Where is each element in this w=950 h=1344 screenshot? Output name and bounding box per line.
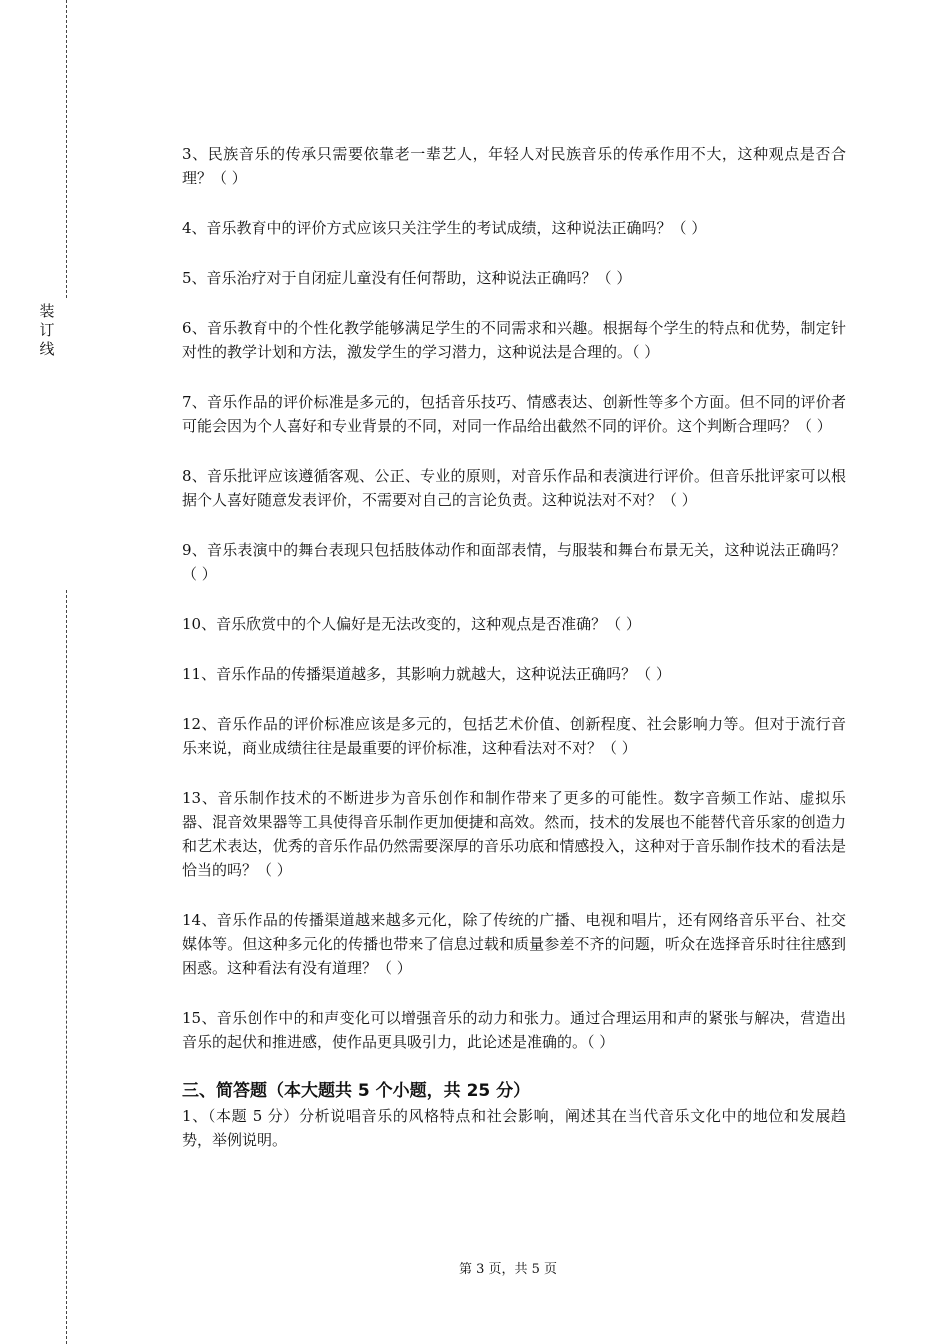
question-6: 6、音乐教育中的个性化教学能够满足学生的不同需求和兴趣。根据每个学生的特点和优势，制定针对性的教学计划和方法，激发学生的学习潜力，这种说法是合理的。（ ） [182, 319, 846, 361]
question-5: 5、音乐治疗对于自闭症儿童没有任何帮助，这种说法正确吗？（ ） [182, 269, 632, 287]
question-15: 15、音乐创作中的和声变化可以增强音乐的动力和张力。通过合理运用和声的紧张与解决，营造出音乐的起伏和推进感，使作品更具吸引力，此论述是准确的。（ ） [182, 1009, 846, 1051]
question-11: 11、音乐作品的传播渠道越多，其影响力就越大，这种说法正确吗？（ ） [182, 665, 671, 683]
binding-line-top [66, 0, 67, 298]
binding-label [36, 302, 58, 359]
exam-content [182, 142, 846, 1152]
binding-char: 订 [39, 321, 55, 339]
question-4: 4、音乐教育中的评价方式应该只关注学生的考试成绩，这种说法正确吗？（ ） [182, 219, 707, 237]
page-footer: 第 3 页，共 5 页 [458, 1262, 558, 1277]
binding-line-bottom [66, 590, 67, 1344]
question-3: 3、民族音乐的传承只需要依靠老一辈艺人，年轻人对民族音乐的传承作用不大，这种观点是否合理？（ ） [182, 145, 846, 187]
question-7: 7、音乐作品的评价标准是多元的，包括音乐技巧、情感表达、创新性等多个方面。但不同的评价者可能会因为个人喜好和专业背景的不同，对同一作品给出截然不同的评价。这个判断合理吗？（ ） [182, 393, 846, 435]
binding-char: 线 [39, 340, 55, 358]
question-10: 10、音乐欣赏中的个人偏好是无法改变的，这种观点是否准确？（ ） [182, 615, 641, 633]
question-13: 13、音乐制作技术的不断进步为音乐创作和制作带来了更多的可能性。数字音频工作站、虚拟乐器、混音效果器等工具使得音乐制作更加便捷和高效。然而，技术的发展也不能替代音乐家的创造力和艺术表达，优秀的音乐作品仍然需要深厚的音乐功底和情感投入，这种对于音乐制作技术的看法是恰当的吗？（ ） [182, 789, 846, 879]
question-14: 14、音乐作品的传播渠道越来越多元化，除了传统的广播、电视和唱片，还有网络音乐平台、社交媒体等。但这种多元化的传播也带来了信息过载和质量参差不齐的问题，听众在选择音乐时往往感到困惑。这种看法有没有道理？（ ） [182, 911, 846, 977]
short-answer-question-1: 1、（本题 5 分）分析说唱音乐的风格特点和社会影响，阐述其在当代音乐文化中的地位和发展趋势，举例说明。 [182, 1107, 846, 1149]
section-title-short-answer: 三、简答题（本大题共 5 个小题，共 25 分） [182, 1081, 531, 1101]
question-8: 8、音乐批评应该遵循客观、公正、专业的原则，对音乐作品和表演进行评价。但音乐批评家可以根据个人喜好随意发表评价，不需要对自己的言论负责。这种说法对不对？（ ） [182, 467, 846, 509]
binding-char: 装 [39, 302, 55, 320]
question-9: 9、音乐表演中的舞台表现只包括肢体动作和面部表情，与服装和舞台布景无关，这种说法正确吗？（ ） [182, 541, 846, 583]
question-12: 12、音乐作品的评价标准应该是多元的，包括艺术价值、创新程度、社会影响力等。但对于流行音乐来说，商业成绩往往是最重要的评价标准，这种看法对不对？（ ） [182, 715, 846, 757]
